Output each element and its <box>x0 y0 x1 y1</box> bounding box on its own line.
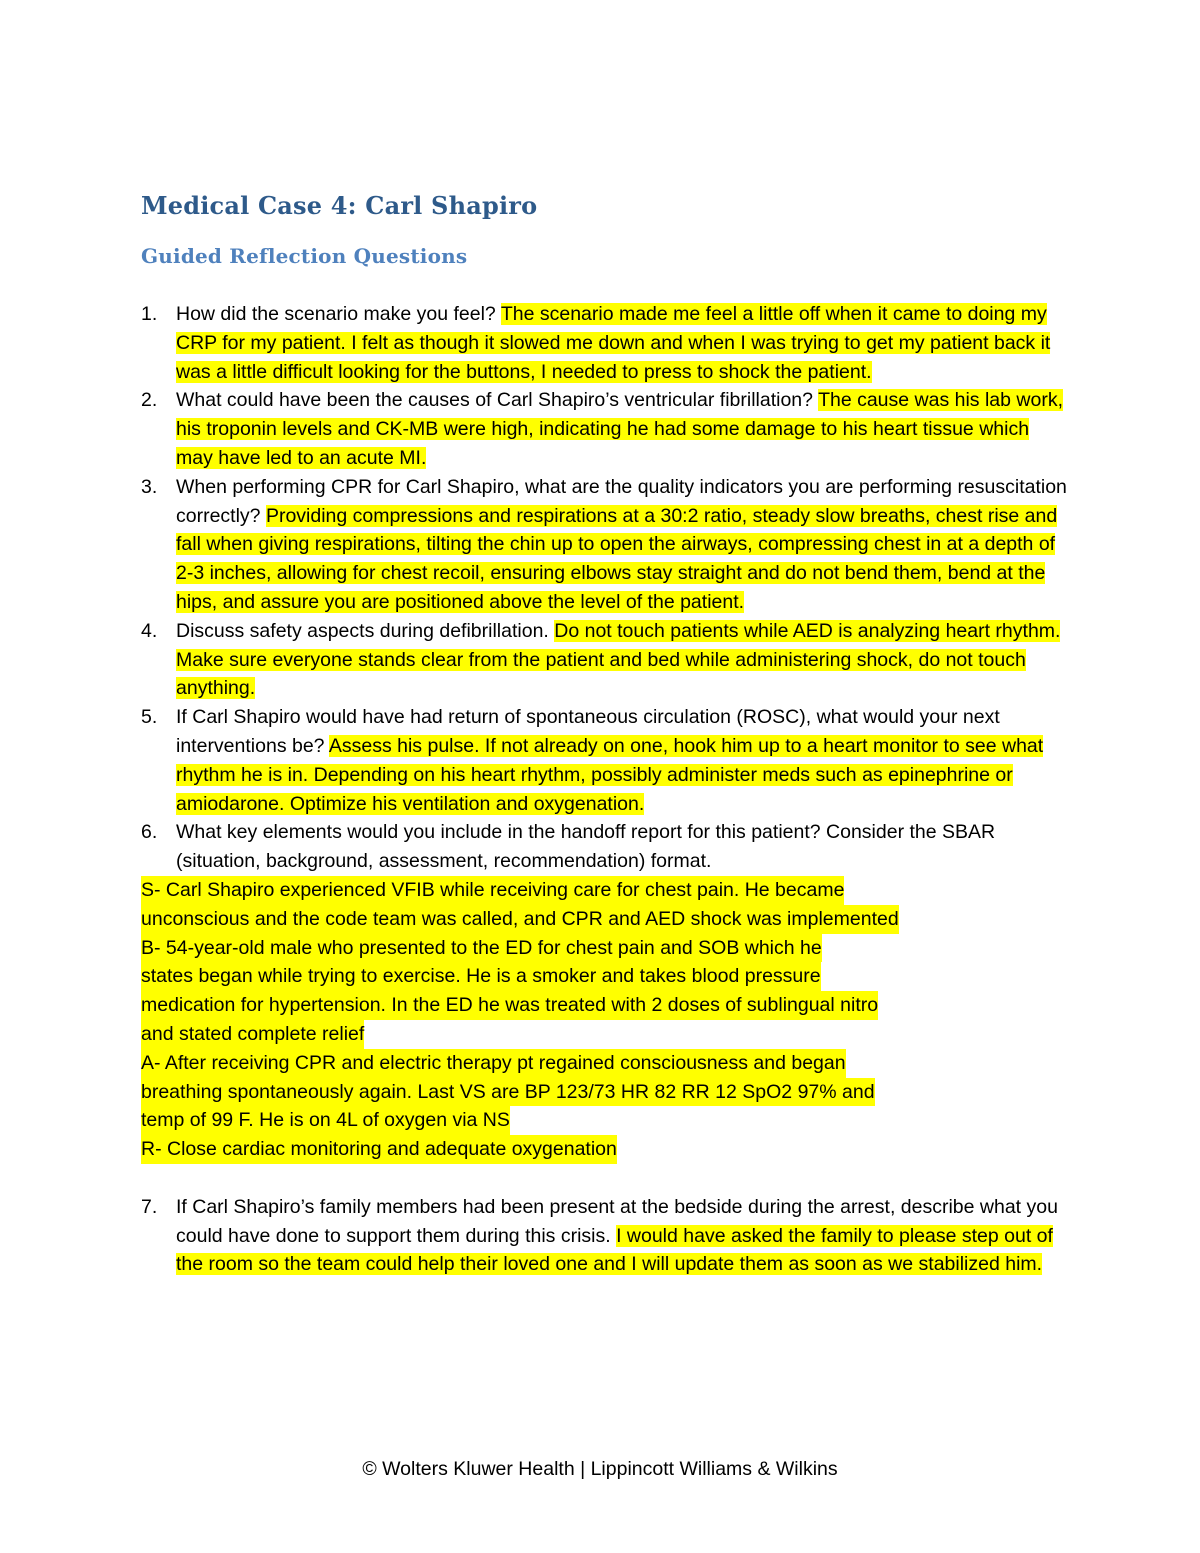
question-text: If Carl Shapiro’s family members had been present at the bedside during the arrest, describe what you could have done to support them during this crisis. <box>176 1195 1058 1247</box>
question-text: Discuss safety aspects during defibrillation. <box>176 619 555 642</box>
question-number: 4. <box>141 619 158 642</box>
copyright-footer: © Wolters Kluwer Health | Lippincott Williams & Wilkins <box>362 1458 838 1480</box>
question-text: What key elements would you include in the handoff report for this patient? Consider the SBAR (situation, background, assessment, recommendation) format. <box>176 821 996 873</box>
answer-text: Assess his pulse. If not already on one, hook him up to a heart monitor to see what rhythm he is in. Depending on his heart rhythm, possibly administer meds such as epinephrine or amiodarone. Optimize his ventilation and oxygenation. <box>176 734 1044 815</box>
sbar-report <box>141 876 1071 1164</box>
question-item-4 <box>141 617 1071 703</box>
question-number: 2. <box>141 389 158 412</box>
question-text: What could have been the causes of Carl Shapiro’s ventricular fibrillation? <box>176 389 819 412</box>
sbar-line: R- Close cardiac monitoring and adequate oxygenation <box>141 1135 617 1164</box>
question-number: 1. <box>141 303 158 325</box>
answer-text: I would have asked the family to please step out of the room so the team could help their loved one and I will update them as soon as we stabilized him. <box>176 1224 1053 1276</box>
question-number: 5. <box>141 706 158 729</box>
question-number: 7. <box>141 1195 158 1218</box>
document-body <box>141 300 1071 1279</box>
question-item-2 <box>141 386 1071 472</box>
sbar-line: A- After receiving CPR and electric therapy pt regained consciousness and began <box>141 1049 846 1078</box>
question-item-1 <box>141 300 1071 386</box>
question-item-3 <box>141 473 1071 617</box>
question-text: If Carl Shapiro would have had return of spontaneous circulation (ROSC), what would your next interventions be? <box>176 706 1000 757</box>
document-subtitle: Guided Reflection Questions <box>141 244 468 268</box>
question-list <box>141 300 1071 876</box>
answer-text: The cause was his lab work, his troponin levels and CK-MB were high, indicating he had some damage to his heart tissue which may have led to an acute MI. <box>176 389 1064 469</box>
answer-text: The scenario made me feel a little off when it came to doing my CRP for my patient. I felt as though it slowed me down and when I was trying to get my patient back it was a little difficult looking for the buttons, I needed to press to shock the patient. <box>176 303 1051 383</box>
answer-text: Do not touch patients while AED is analyzing heart rhythm. Make sure everyone stands clear from the patient and bed while administering shock, do not touch anything. <box>176 619 1061 700</box>
sbar-line: B- 54-year-old male who presented to the ED for chest pain and SOB which he <box>141 934 822 963</box>
sbar-line: and stated complete relief <box>141 1020 364 1049</box>
sbar-line: medication for hypertension. In the ED he was treated with 2 doses of sublingual nitro <box>141 991 878 1020</box>
question-item-7 <box>141 1193 1071 1279</box>
sbar-line: S- Carl Shapiro experienced VFIB while receiving care for chest pain. He became <box>141 876 844 905</box>
document-title: Medical Case 4: Carl Shapiro <box>141 191 538 220</box>
question-item-5 <box>141 703 1071 818</box>
sbar-line: unconscious and the code team was called, and CPR and AED shock was implemented <box>141 905 899 934</box>
question-number: 6. <box>141 821 158 844</box>
answer-text: Providing compressions and respirations at a 30:2 ratio, steady slow breaths, chest rise and fall when giving respirations, tilting the chin up to open the airways, compressing chest in at a depth of 2-3 inches, allowing for chest recoil, ensuring elbows stay straight and do not bend them, bend at the hips, and assure you are positioned above the level of the patient. <box>176 504 1058 613</box>
question-list-continued <box>141 1193 1071 1279</box>
sbar-line: states began while trying to exercise. He is a smoker and takes blood pressure <box>141 962 821 991</box>
sbar-line: temp of 99 F. He is on 4L of oxygen via NS <box>141 1106 510 1135</box>
question-item-6 <box>141 818 1071 876</box>
question-text: When performing CPR for Carl Shapiro, what are the quality indicators you are performing resuscitation correctly? <box>176 475 1067 527</box>
sbar-line: breathing spontaneously again. Last VS are BP 123/73 HR 82 RR 12 SpO2 97% and <box>141 1078 875 1107</box>
question-text: How did the scenario make you feel? <box>176 303 501 325</box>
question-number: 3. <box>141 475 158 498</box>
blank-line <box>141 1164 1071 1193</box>
